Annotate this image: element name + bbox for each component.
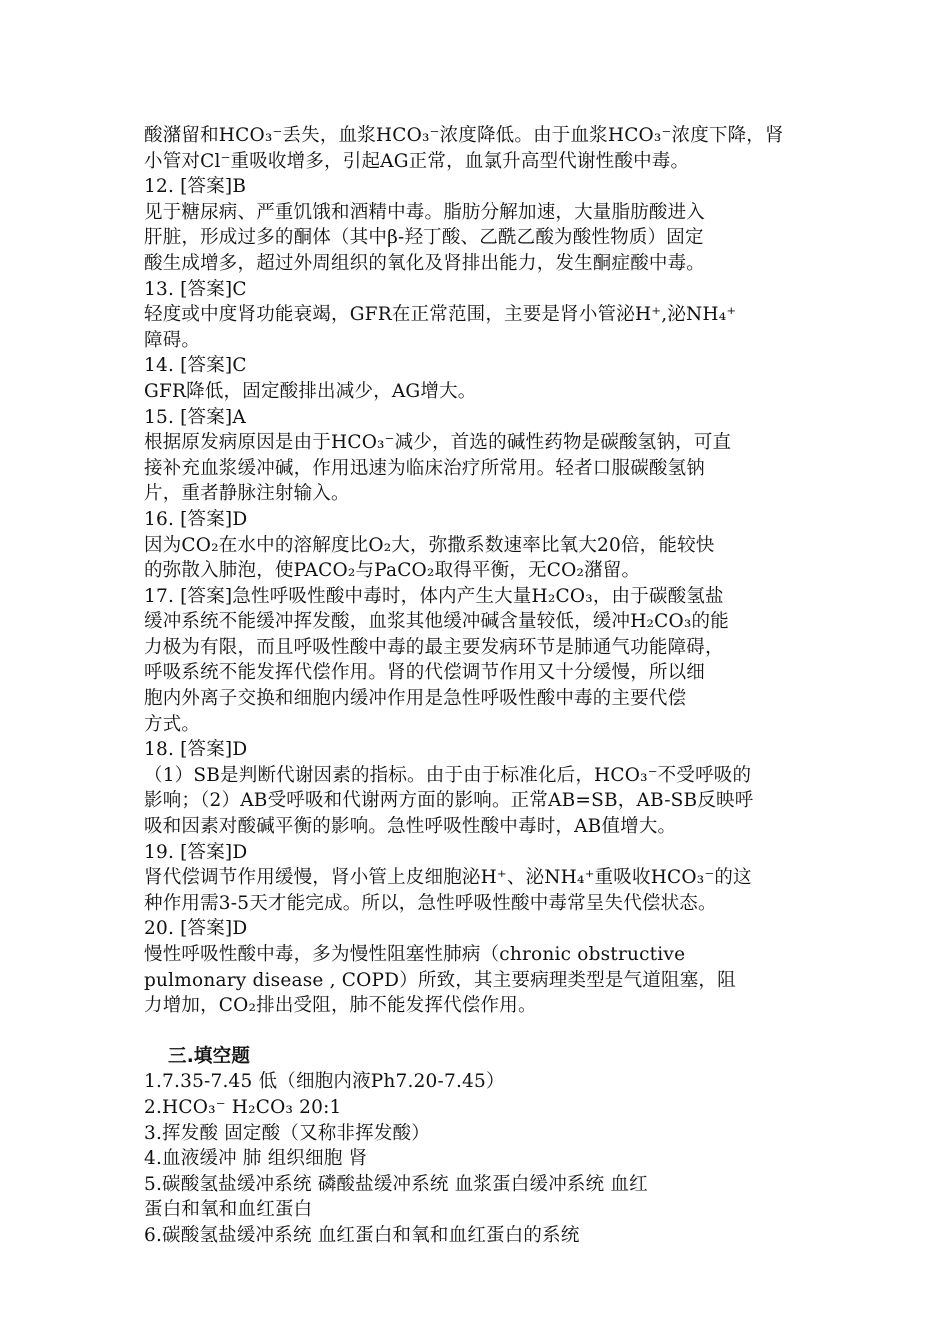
section-heading: 三.填空题 [168,1045,251,1067]
answer-line: 16. [答案]D [144,508,248,530]
section-gap [144,1019,824,1044]
text-line: 力增加，CO₂排出受阻，肺不能发挥代偿作用。 [144,995,537,1017]
text-line: 片，重者静脉注射输入。 [144,483,350,505]
answer-line: 13. [答案]C [144,278,247,300]
text-line: 影响；（2）AB受呼吸和代谢两方面的影响。正常AB=SB，AB-SB反映呼 [144,790,754,812]
text-line: 根据原发病原因是由于HCO₃⁻减少，首选的碱性药物是碳酸氢钠，可直 [144,432,732,454]
answer-line: 18. [答案]D [144,739,248,761]
answer-line: 14. [答案]C [144,355,247,377]
text-line: 接补充血浆缓冲碱，作用迅速为临床治疗所常用。轻者口服碳酸氢钠 [144,457,706,479]
text-line: 因为CO₂在水中的溶解度比O₂大，弥撒系数速率比氧大20倍，能较快 [144,534,715,556]
text-line: 种作用需3-5天才能完成。所以，急性呼吸性酸中毒常呈失代偿状态。 [144,892,717,914]
text-line: 的弥散入肺泡，使PACO₂与PaCO₂取得平衡，无CO₂潴留。 [144,560,641,582]
text-line: 呼吸系统不能发挥代偿作用。肾的代偿调节作用又十分缓慢，所以细 [144,662,706,684]
fill-answer-line: 3.挥发酸 固定酸（又称非挥发酸） [144,1122,430,1144]
text-line: pulmonary disease , COPD）所致，其主要病理类型是气道阻塞，阻 [144,969,736,991]
text-line: 肝脏，形成过多的酮体（其中β-羟丁酸、乙酰乙酸为酸性物质）固定 [144,227,704,249]
fill-answer-line: 5.碳酸氢盐缓冲系统 磷酸盐缓冲系统 血浆蛋白缓冲系统 血红 [144,1173,648,1195]
fill-answer-line: 2.HCO₃⁻ H₂CO₃ 20:1 [144,1096,342,1118]
answer-line: 19. [答案]D [144,841,248,863]
fill-answer-line: 4.血液缓冲 肺 组织细胞 肾 [144,1148,368,1170]
text-line: 肾代偿调节作用缓慢，肾小管上皮细胞泌H⁺、泌NH₄⁺重吸收HCO₃⁻的这 [144,867,752,889]
fill-answer-line: 1.7.35-7.45 低（细胞内液Ph7.20-7.45） [144,1071,505,1093]
text-line: 见于糖尿病、严重饥饿和酒精中毒。脂肪分解加速，大量脂肪酸进入 [144,201,706,223]
text-line: 酸生成增多，超过外周组织的氧化及肾排出能力，发生酮症酸中毒。 [144,252,706,274]
answer-line: 17. [答案]急性呼吸性酸中毒时，体内产生大量H₂CO₃，由于碳酸氢盐 [144,585,724,607]
text-line: 吸和因素对酸碱平衡的影响。急性呼吸性酸中毒时，AB值增大。 [144,816,677,838]
text-line: 力极为有限，而且呼吸性酸中毒的最主要发病环节是肺通气功能障碍， [144,636,724,658]
document-body [144,123,824,1249]
text-line: 小管对Cl⁻重吸收增多，引起AG正常，血氯升高型代谢性酸中毒。 [144,150,690,172]
answer-line: 20. [答案]D [144,918,248,940]
text-line: 轻度或中度肾功能衰竭，GFR在正常范围，主要是肾小管泌H⁺,泌NH₄⁺ [144,304,737,326]
text-line: 慢性呼吸性酸中毒，多为慢性阻塞性肺病（chronic obstructive [144,944,686,965]
text-line: 胞内外离子交换和细胞内缓冲作用是急性呼吸性酸中毒的主要代偿 [144,688,687,710]
text-line: 酸潴留和HCO₃⁻丢失，血浆HCO₃⁻浓度降低。由于血浆HCO₃⁻浓度下降，肾 [144,125,784,146]
text-line: GFR降低，固定酸排出减少，AG增大。 [144,380,477,402]
text-line: 障碍。 [144,329,201,351]
answer-line: 12. [答案]B [144,176,247,198]
text-line: 缓冲系统不能缓冲挥发酸，血浆其他缓冲碱含量较低，缓冲H₂CO₃的能 [144,611,729,633]
text-line: （1）SB是判断代谢因素的指标。由于由于标准化后，HCO₃⁻不受呼吸的 [144,764,752,786]
answer-line: 15. [答案]A [144,406,246,428]
fill-answer-line: 蛋白和氧和血红蛋白 [144,1199,313,1221]
fill-answer-line: 6.碳酸氢盐缓冲系统 血红蛋白和氧和血红蛋白的系统 [144,1224,580,1246]
text-line: 方式。 [144,713,201,735]
